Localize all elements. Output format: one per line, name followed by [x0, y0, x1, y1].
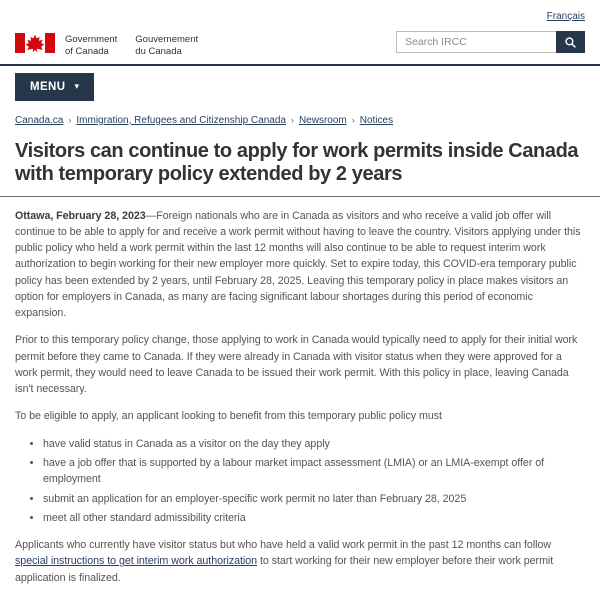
signature-en-line1: Government: [65, 34, 118, 45]
paragraph-interim-pre: Applicants who currently have visitor status but who have held a valid work permit in the past 12 months can follow: [15, 539, 552, 552]
signature-fr-line2: du Canada: [135, 45, 182, 57]
site-header: [0, 0, 600, 66]
government-of-canada-signature[interactable]: [15, 27, 198, 58]
header-top: [15, 4, 585, 24]
menu-bar: [0, 66, 600, 105]
search-button[interactable]: [556, 31, 585, 53]
page-title: Visitors can continue to apply for work permits inside Canada with temporary policy extended by 2 years: [15, 139, 579, 186]
search-input[interactable]: [396, 31, 556, 53]
header-main: [15, 27, 585, 58]
menu-button-label: MENU: [30, 80, 66, 93]
signature-wordmark: [65, 33, 198, 58]
breadcrumb: [0, 105, 600, 128]
breadcrumb-separator: ›: [68, 114, 72, 125]
paragraph-prior-policy: Prior to this temporary policy change, those applying to work in Canada would typically need to apply for their initial work permit before they came to Canada. If they were already in Canada with visitor status when they were approved for a work permit, they would need to leave Canada to be issued their work permit. With this policy in place, leaving Canada isn't necessary.: [15, 334, 578, 396]
signature-fr-line1: Gouvernement: [135, 34, 199, 45]
chevron-down-icon: ▾: [74, 81, 80, 92]
list-item: • have a job offer that is supported by a labour market impact assessment (LMIA) or an LMIA-exempt offer of employment: [43, 455, 585, 488]
signature-en-line2: of Canada: [65, 45, 109, 57]
breadcrumb-link-newsroom[interactable]: Newsroom: [298, 114, 347, 126]
list-item: • submit an application for an employer-specific work permit no later than February 28, 2025: [43, 491, 585, 507]
breadcrumb-separator: ›: [290, 114, 294, 125]
paragraph-eligibility-intro: To be eligible to apply, an applicant looking to benefit from this temporary public policy must: [15, 410, 442, 423]
article: [0, 140, 600, 586]
language-toggle-link[interactable]: Français: [546, 11, 585, 22]
paragraph-interim-work: [15, 537, 585, 586]
paragraph-intro: [15, 208, 585, 322]
list-item: • have valid status in Canada as a visitor on the day they apply: [43, 436, 585, 452]
search-icon: [564, 36, 577, 49]
search-area: [396, 31, 585, 53]
breadcrumb-link-ircc[interactable]: Immigration, Refugees and Citizenship Canada: [76, 114, 286, 126]
breadcrumb-separator: ›: [351, 114, 355, 125]
paragraph-intro-text: —Foreign nationals who are in Canada as visitors and who receive a valid job offer will continue to be able to apply for and receive a work permit without having to leave the country. Visitors applying under this public policy who held a work permit within the last 12 months will also continue to be able to request interim work authorization to begin working for their new employer more quickly. Set to expire today, this COVID-era temporary public policy has been extended by 2 years, until February 28, 2025. Leaving this temporary policy in place makes visitors an option for employers in Canada, as many are facing significant labour shortages during this period of economic expansion.: [15, 209, 581, 320]
list-item: • meet all other standard admissibility criteria: [43, 510, 585, 526]
eligibility-list: [28, 436, 585, 526]
paragraph-interim-post: to start working for their new employer before their work permit application is finalized.: [15, 555, 554, 584]
breadcrumb-link-notices[interactable]: Notices: [359, 114, 394, 126]
dateline: Ottawa, February 28, 2023: [15, 209, 146, 222]
menu-button[interactable]: [15, 73, 94, 101]
breadcrumb-link-canada-ca[interactable]: Canada.ca: [15, 114, 64, 126]
title-divider: [0, 196, 600, 197]
special-instructions-link[interactable]: special instructions to get interim work authorization: [15, 555, 258, 568]
canada-flag-icon: [15, 33, 55, 53]
